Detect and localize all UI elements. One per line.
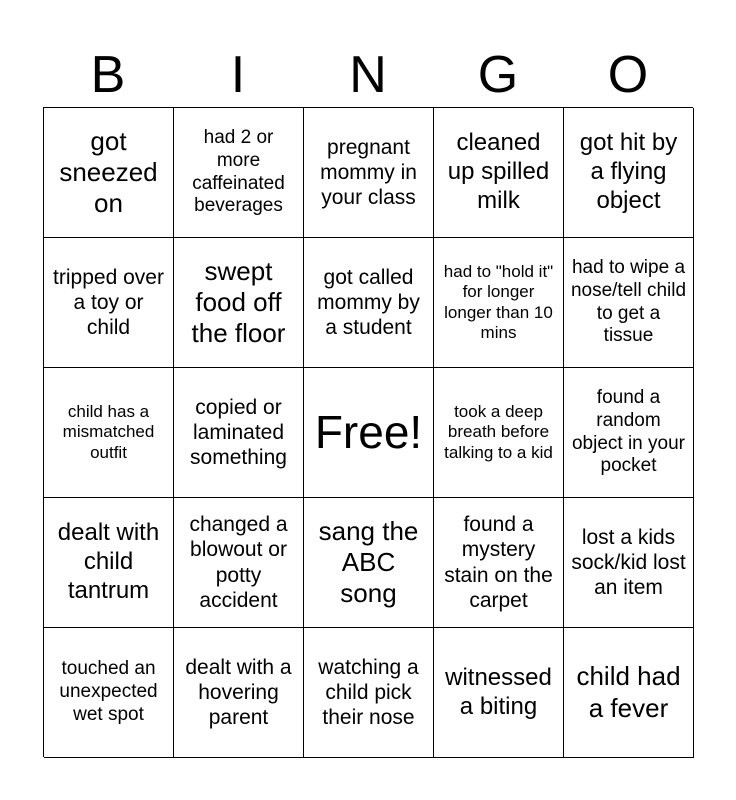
- cell-text: changed a blowout or potty accident: [189, 513, 288, 612]
- bingo-cell-24[interactable]: [434, 628, 564, 758]
- header-letter-o: O: [607, 46, 649, 104]
- cell-text: touched an unexpected wet spot: [59, 658, 158, 725]
- cell-text: swept food off the floor: [191, 255, 286, 349]
- cell-text: took a deep breath before talking to a kid: [444, 401, 553, 462]
- cell-text: got hit by a flying object: [579, 129, 678, 214]
- cell-text: had to "hold it" for longer longer than 10 mins: [443, 261, 554, 342]
- bingo-cell-19[interactable]: [434, 498, 564, 628]
- cell-text: had 2 or more caffeinated beverages: [192, 126, 285, 217]
- bingo-cell-10[interactable]: [564, 238, 694, 368]
- cell-text: got sneezed on: [59, 125, 158, 219]
- bingo-board: [43, 107, 693, 757]
- bingo-cell-7[interactable]: [174, 238, 304, 368]
- bingo-cell-16[interactable]: [44, 498, 174, 628]
- bingo-cell-5[interactable]: [564, 108, 694, 238]
- cell-text: child has a mismatched outfit: [62, 401, 155, 462]
- bingo-cell-4[interactable]: [434, 108, 564, 238]
- bingo-cell-3[interactable]: [304, 108, 434, 238]
- bingo-cell-11[interactable]: [44, 368, 174, 498]
- cell-text: dealt with child tantrum: [57, 519, 160, 604]
- bingo-header: [43, 40, 693, 108]
- cell-text: sang the ABC song: [318, 515, 419, 609]
- free-space-text: Free!: [314, 405, 423, 458]
- bingo-cell-23[interactable]: [304, 628, 434, 758]
- header-letter-n: N: [349, 46, 387, 104]
- bingo-cell-20[interactable]: [564, 498, 694, 628]
- bingo-cell-12[interactable]: [174, 368, 304, 498]
- cell-text: tripped over a toy or child: [53, 265, 164, 340]
- bingo-cell-2[interactable]: [174, 108, 304, 238]
- cell-text: pregnant mommy in your class: [320, 135, 417, 210]
- bingo-cell-22[interactable]: [174, 628, 304, 758]
- cell-text: child had a fever: [576, 661, 681, 723]
- bingo-cell-free[interactable]: [304, 368, 434, 498]
- cell-text: copied or laminated something: [190, 395, 287, 470]
- header-letter-b: B: [90, 46, 126, 104]
- bingo-cell-1[interactable]: [44, 108, 174, 238]
- bingo-cell-14[interactable]: [434, 368, 564, 498]
- cell-text: got called mommy by a student: [317, 265, 420, 340]
- bingo-cell-6[interactable]: [44, 238, 174, 368]
- bingo-cell-21[interactable]: [44, 628, 174, 758]
- cell-text: found a random object in your pocket: [571, 386, 685, 477]
- cell-text: cleaned up spilled milk: [447, 129, 550, 214]
- header-letter-g: G: [477, 46, 519, 104]
- cell-text: had to wipe a nose/tell child to get a tissue: [570, 256, 687, 347]
- cell-text: dealt with a hovering parent: [185, 655, 292, 730]
- bingo-cell-15[interactable]: [564, 368, 694, 498]
- bingo-cell-18[interactable]: [304, 498, 434, 628]
- bingo-cell-25[interactable]: [564, 628, 694, 758]
- header-letter-i: I: [230, 46, 246, 104]
- cell-text: watching a child pick their nose: [318, 655, 419, 730]
- cell-text: lost a kids sock/kid lost an item: [571, 525, 686, 600]
- bingo-cell-9[interactable]: [434, 238, 564, 368]
- cell-text: found a mystery stain on the carpet: [444, 513, 553, 612]
- bingo-cell-8[interactable]: [304, 238, 434, 368]
- cell-text: witnessed a biting: [445, 663, 552, 720]
- bingo-cell-17[interactable]: [174, 498, 304, 628]
